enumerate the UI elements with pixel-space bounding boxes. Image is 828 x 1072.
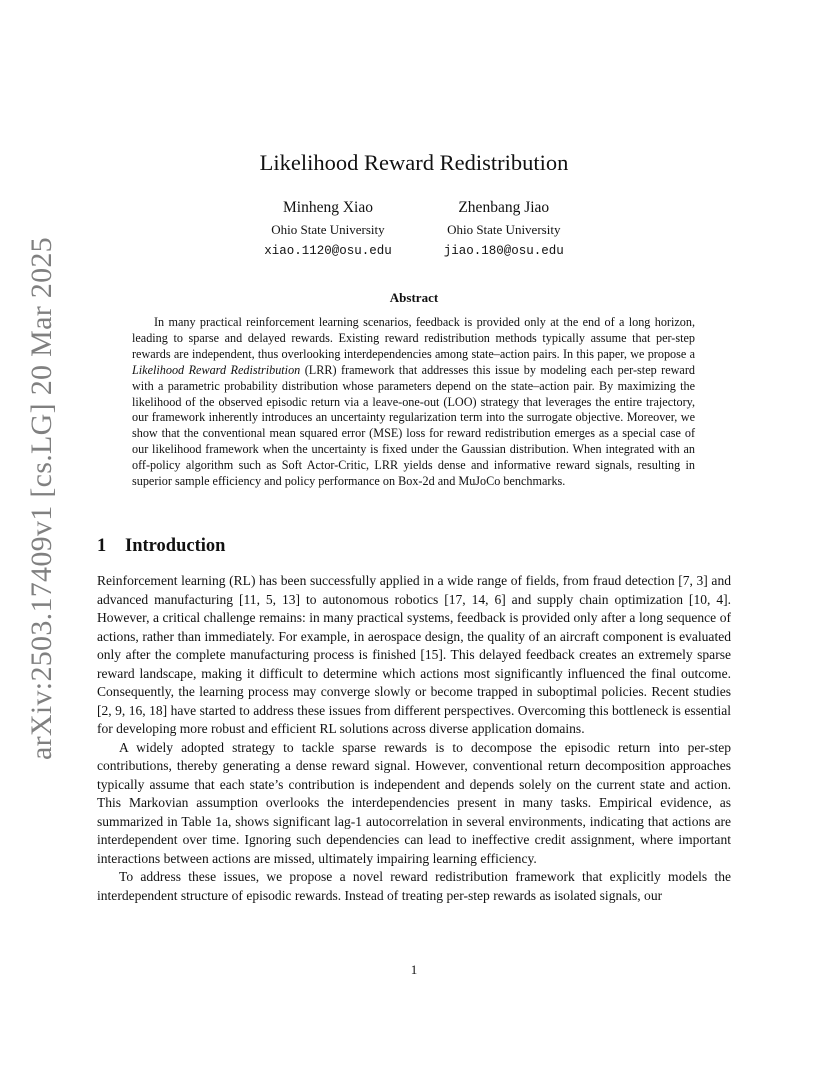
- page-number: 1: [410, 962, 418, 977]
- section-number: 1: [97, 536, 107, 556]
- author-affiliation: Ohio State University: [271, 222, 385, 237]
- author-name: Zhenbang Jiao: [458, 199, 550, 216]
- abstract-heading: Abstract: [389, 290, 439, 305]
- arxiv-side-stamp: arXiv:2503.17409v1 [cs.LG] 20 Mar 2025: [25, 237, 58, 760]
- author-name: Minheng Xiao: [282, 199, 373, 216]
- paragraph-2: A widely adopted strategy to tackle sparse rewards is to decompose the episodic return into per-step contributions, thereby generating a dense reward signal. However, conventional return decomposition approaches typically assume that each state’s contribution is independent and depends solely on the current state and action. This Markovian assumption overlooks the interdependencies present in many tasks. Empirical evidence, as summarized in Table 1a, shows significant lag-1 autocorrelation in several environments, indicating that actions are interdependent over time. Ignoring such dependencies can lead to ineffective credit assignment, where important interactions between actions are missed, ultimately impairing learning efficiency.: [97, 739, 731, 866]
- paper-title: Likelihood Reward Redistribution: [259, 150, 569, 175]
- section-body: [97, 572, 731, 905]
- author-email: jiao.180@osu.edu: [443, 244, 564, 258]
- author-affiliation: Ohio State University: [447, 222, 561, 237]
- author-block: [0, 197, 828, 261]
- author-1: [264, 197, 392, 261]
- section-heading: [97, 534, 225, 558]
- section-title: Introduction: [125, 536, 226, 556]
- author-email: xiao.1120@osu.edu: [264, 244, 392, 258]
- abstract-text-part-1: In many practical reinforcement learning scenarios, feedback is provided only at the end of a long horizon, leading to sparse and delayed rewards. Existing reward redistribution methods typically assume that per-step rewards are independent, thus overlooking interdependencies among state–action pairs. In this paper, we propose a: [132, 315, 695, 361]
- paragraph-3: To address these issues, we propose a novel reward redistribution framework that explicitly models the interdependent structure of episodic rewards. Instead of treating per-step rewards as isolated signals, our: [97, 869, 731, 903]
- abstract-text-part-2: (LRR) framework that addresses this issue by modeling each per-step reward with a parametric probability distribution whose parameters depend on the state–action pair. By maximizing the likelihood of the observed episodic return via a leave-one-out (LOO) strategy that leverages the entire trajectory, our framework inherently introduces an uncertainty regularization term into the surrogate objective. Moreover, we show that the conventional mean squared error (MSE) loss for reward redistribution emerges as a special case of our likelihood framework when the uncertainty is fixed under the Gaussian distribution. When integrated with an off-policy algorithm such as Soft Actor-Critic, LRR yields dense and informative reward signals, resulting in superior sample efficiency and policy performance on Box-2d and MuJoCo benchmarks.: [132, 362, 695, 489]
- abstract-body: [132, 315, 695, 490]
- abstract-emphasis: Likelihood Reward Redistribution: [132, 362, 301, 377]
- author-2: [444, 197, 564, 261]
- paragraph-1: Reinforcement learning (RL) has been successfully applied in a wide range of fields, from fraud detection [7, 3] and advanced manufacturing [11, 5, 13] to autonomous robotics [17, 14, 6] and supply chain optimization [10, 4]. However, a critical challenge remains: in many practical systems, feedback is provided only after a long sequence of actions, rather than immediately. For example, in aerospace design, the quality of an aircraft component is evaluated only after the complete manufacturing process is finished [15]. This delayed feedback creates an extremely sparse reward landscape, making it difficult to determine which actions most significantly influenced the final outcome. Consequently, the learning process may converge slowly or become trapped in suboptimal policies. Recent studies [2, 9, 16, 18] have started to address these issues from different perspectives. Overcoming this bottleneck is essential for developing more robust and efficient RL solutions across diverse application domains.: [97, 573, 731, 736]
